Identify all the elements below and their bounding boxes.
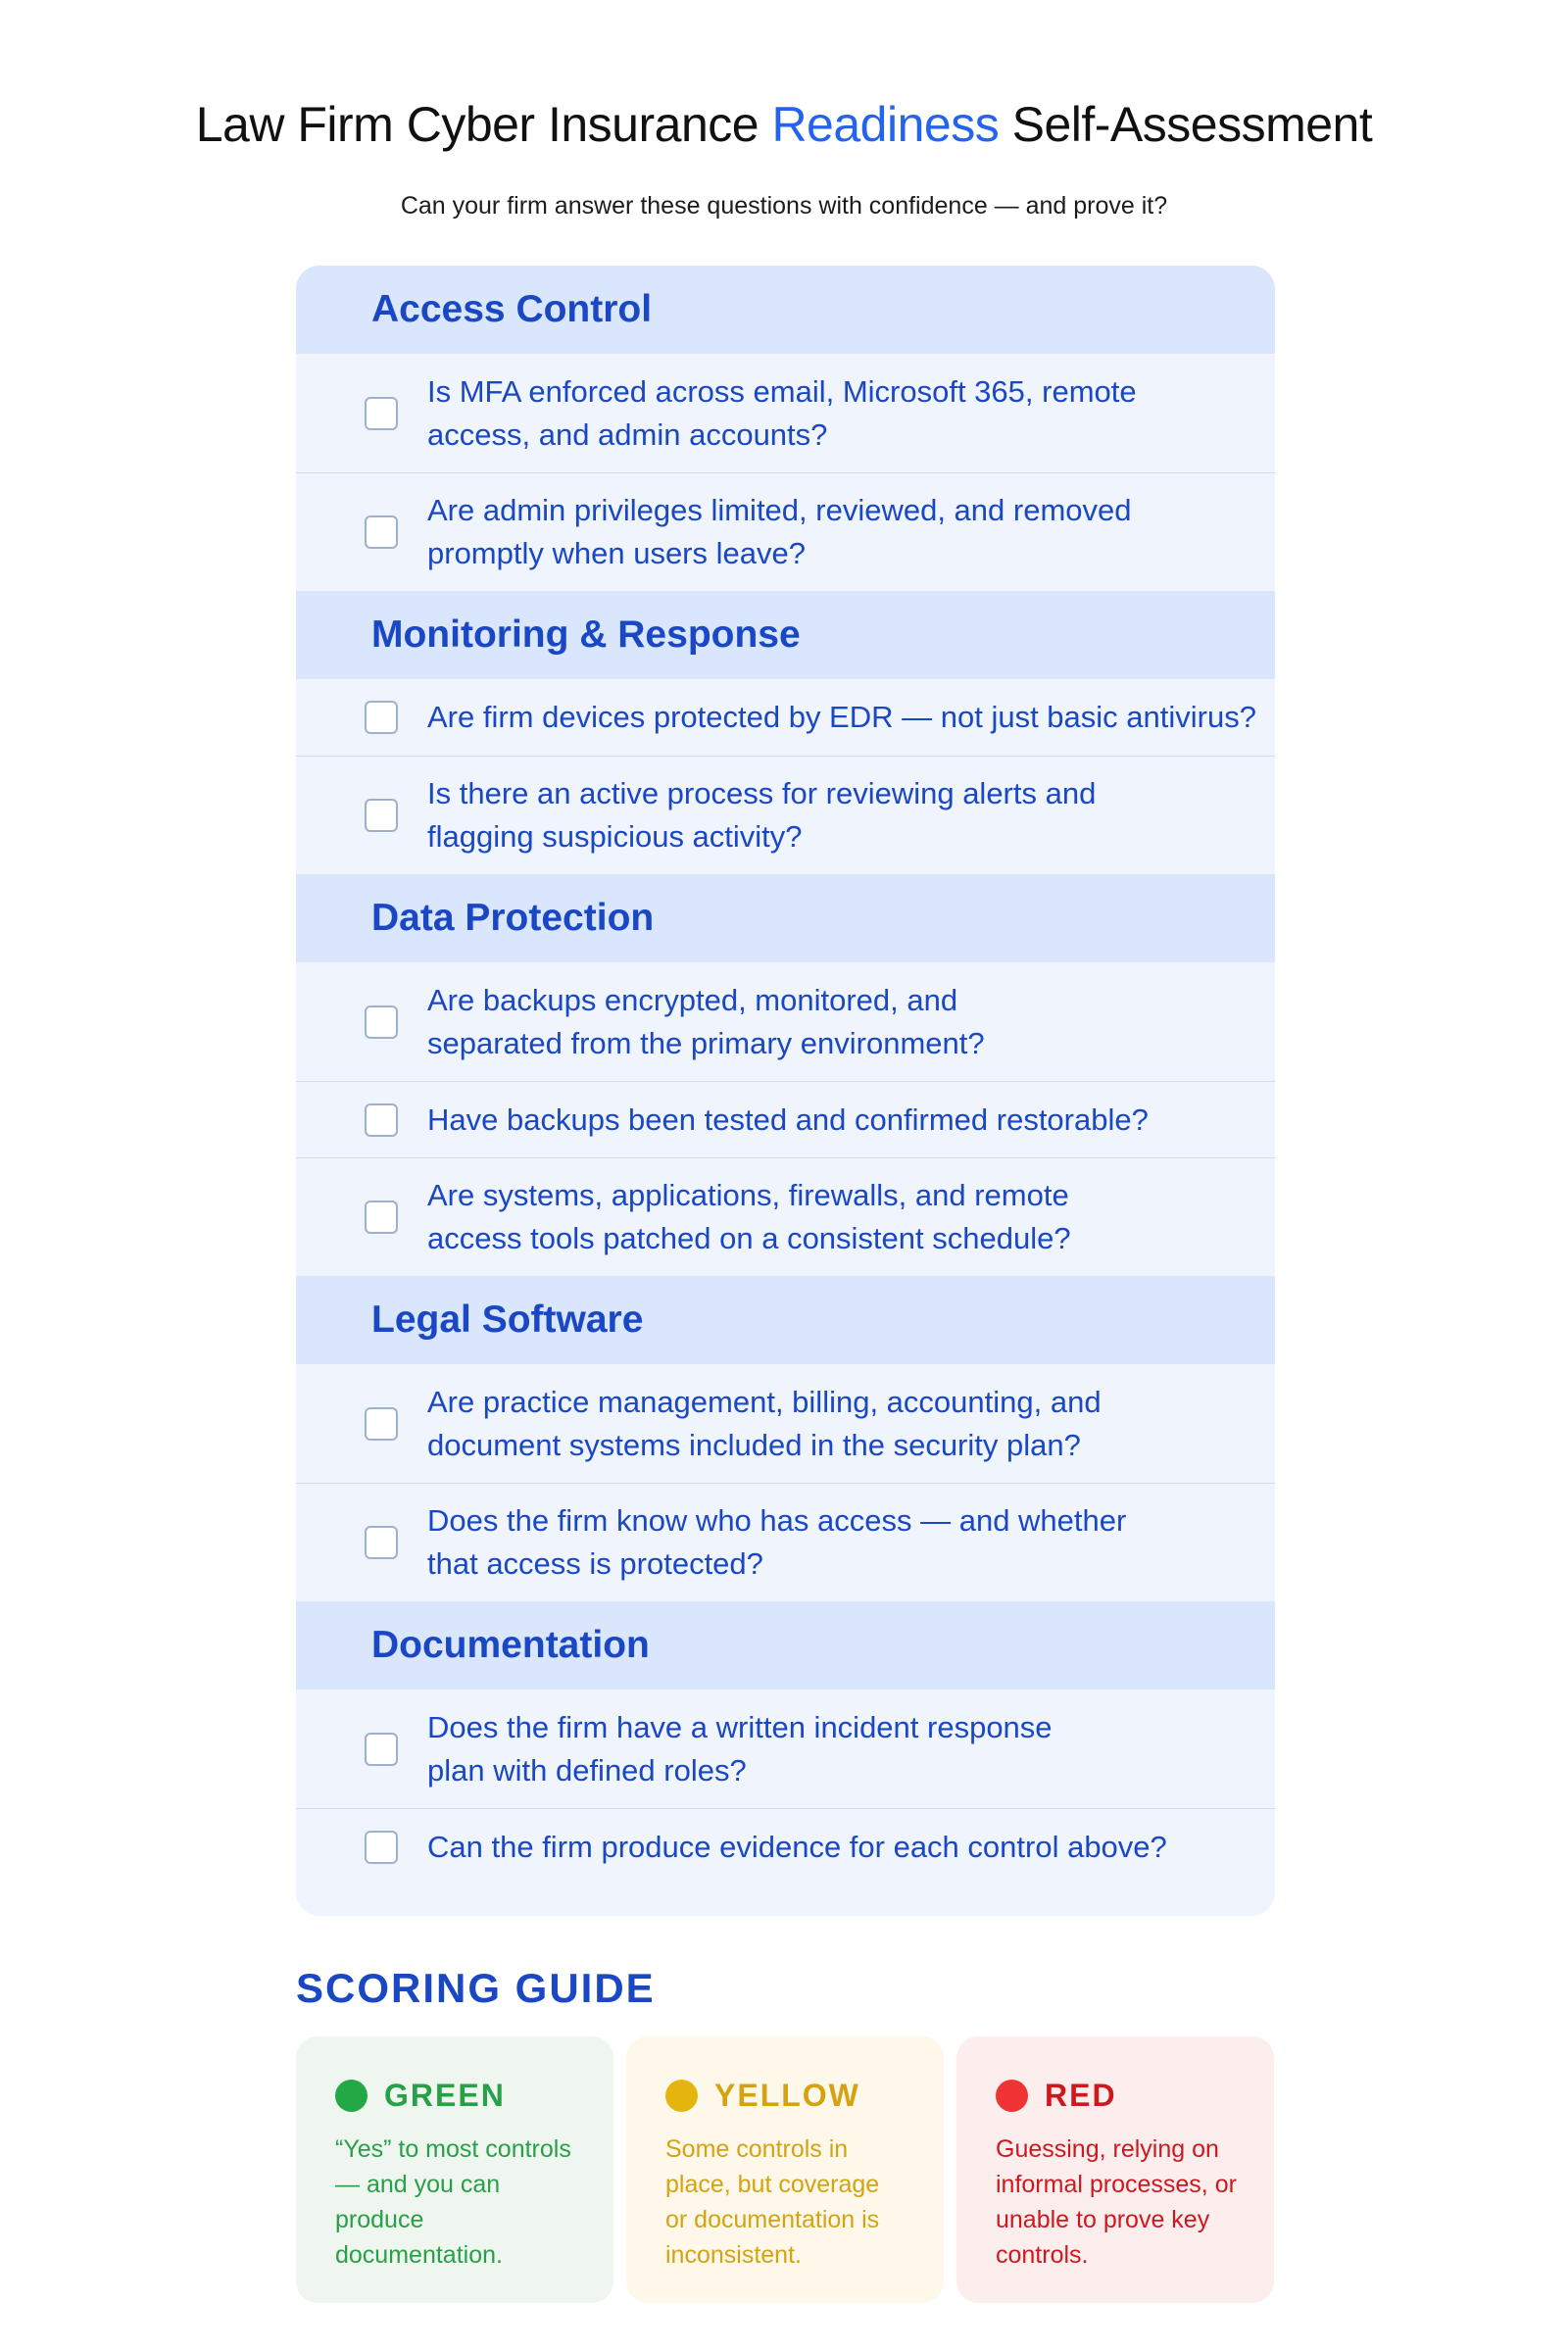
checklist-item[interactable] xyxy=(296,679,1275,756)
checkbox[interactable] xyxy=(365,1831,398,1864)
checkbox[interactable] xyxy=(365,1407,398,1441)
checkbox[interactable] xyxy=(365,515,398,549)
checklist-item[interactable] xyxy=(296,472,1275,591)
checkbox[interactable] xyxy=(365,1200,398,1234)
checkbox[interactable] xyxy=(365,1526,398,1559)
checklist-item[interactable] xyxy=(296,1157,1275,1276)
red-dot-icon xyxy=(996,2080,1028,2112)
checklist-item[interactable] xyxy=(296,354,1275,472)
section-header-data-protection: Data Protection xyxy=(296,874,1275,962)
checkbox[interactable] xyxy=(365,1005,398,1039)
checkbox[interactable] xyxy=(365,1733,398,1766)
checklist-item[interactable] xyxy=(296,962,1275,1081)
checklist-item-text: Can the firm produce evidence for each control above? xyxy=(427,1829,1167,1864)
checklist-item[interactable] xyxy=(296,1483,1275,1601)
score-description: Guessing, relying on informal processes, or unable to prove key controls. xyxy=(996,2135,1237,2269)
checklist-item-text: Are practice management, billing, accounting, and document systems included in the security plan? xyxy=(427,1384,1102,1462)
score-card-yellow xyxy=(626,2036,944,2303)
page-title xyxy=(0,96,1568,153)
score-description: “Yes” to most controls — and you can produce documentation. xyxy=(335,2135,571,2269)
score-description: Some controls in place, but coverage or documentation is inconsistent. xyxy=(665,2135,880,2269)
score-card-green xyxy=(296,2036,613,2303)
section-header-access-control: Access Control xyxy=(296,266,1275,354)
title-accent: Readiness xyxy=(771,97,1000,152)
checklist-item[interactable] xyxy=(296,1081,1275,1157)
section-header-monitoring-response: Monitoring & Response xyxy=(296,591,1275,679)
scoring-guide-title: SCORING GUIDE xyxy=(296,1965,656,2011)
checklist-item-text: Does the firm know who has access — and whether that access is protected? xyxy=(427,1503,1127,1581)
page-subtitle: Can your firm answer these questions with confidence — and prove it? xyxy=(400,192,1168,220)
green-dot-icon xyxy=(335,2080,368,2112)
checklist-card xyxy=(296,266,1275,1916)
title-part-2: Self-Assessment xyxy=(999,97,1373,152)
checklist-item[interactable] xyxy=(296,1364,1275,1483)
checkbox[interactable] xyxy=(365,397,398,430)
checklist-item[interactable] xyxy=(296,756,1275,874)
score-label: GREEN xyxy=(384,2078,506,2113)
section-header-legal-software: Legal Software xyxy=(296,1276,1275,1364)
checkbox[interactable] xyxy=(365,1103,398,1137)
checklist-item-text: Have backups been tested and confirmed restorable? xyxy=(427,1102,1149,1137)
checklist-item-text: Is there an active process for reviewing alerts and flagging suspicious activity? xyxy=(427,776,1097,854)
checkbox[interactable] xyxy=(365,701,398,734)
section-header-documentation: Documentation xyxy=(296,1601,1275,1690)
checkbox[interactable] xyxy=(365,799,398,832)
checklist-item-text: Are backups encrypted, monitored, and separated from the primary environment? xyxy=(427,982,985,1060)
checklist-item-text: Are firm devices protected by EDR — not just basic antivirus? xyxy=(427,700,1256,734)
title-part-1: Law Firm Cyber Insurance xyxy=(195,97,772,152)
checklist-item[interactable] xyxy=(296,1808,1275,1885)
checklist-item-text: Are admin privileges limited, reviewed, and removed promptly when users leave? xyxy=(427,493,1132,570)
checklist-item-text: Does the firm have a written incident response plan with defined roles? xyxy=(427,1709,1053,1788)
checklist-item[interactable] xyxy=(296,1690,1275,1808)
score-label: RED xyxy=(1045,2078,1117,2113)
checklist-item-text: Are systems, applications, firewalls, and remote access tools patched on a consistent schedule? xyxy=(427,1178,1071,1255)
score-card-red xyxy=(956,2036,1274,2303)
yellow-dot-icon xyxy=(665,2080,698,2112)
score-label: YELLOW xyxy=(714,2078,860,2113)
checklist-item-text: Is MFA enforced across email, Microsoft 365, remote access, and admin accounts? xyxy=(427,373,1137,452)
